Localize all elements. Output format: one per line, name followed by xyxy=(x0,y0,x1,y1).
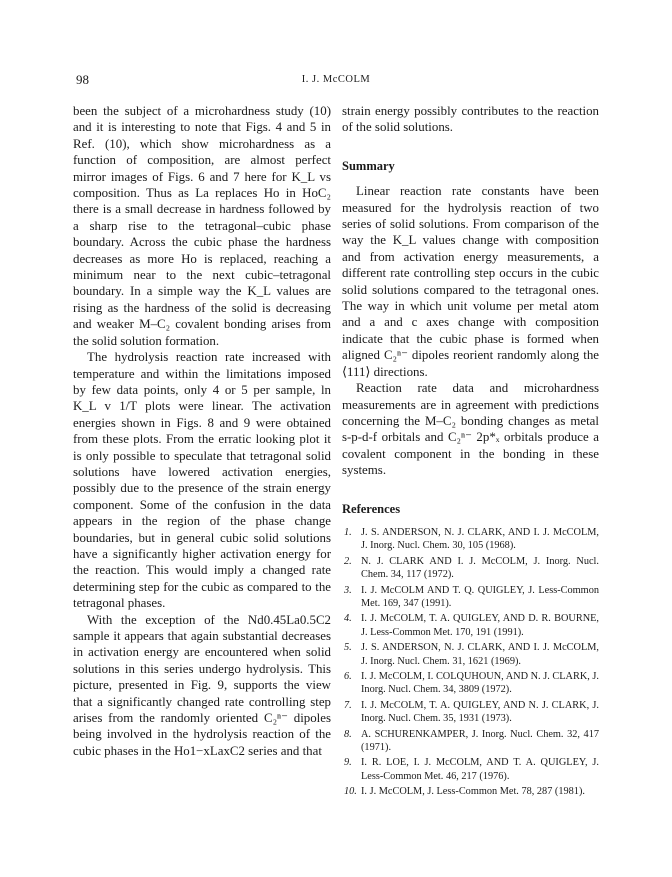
reference-text: I. J. McCOLM, T. A. QUIGLEY, AND N. J. CLARK, J. Inorg. Nucl. Chem. 35, 1931 (1973). xyxy=(361,699,599,725)
summary-paragraph: Reaction rate data and microhardness measurements are in agreement with predictions concerning the M–C₂ bonding changes as metal s-p-d-f orbitals and C₂ⁿ⁻ 2p*ₓ orbitals produce a covalent component in the bonding in these systems. xyxy=(342,381,599,478)
reference-item xyxy=(342,555,599,582)
reference-number: 7. xyxy=(344,699,352,711)
reference-text: I. J. McCOLM, I. COLQUHOUN, AND N. J. CLARK, J. Inorg. Nucl. Chem. 34, 3809 (1972). xyxy=(361,671,599,696)
reference-text: I. J. McCOLM, J. Less-Common Met. 78, 287 (1981). xyxy=(361,786,585,798)
summary-heading: Summary xyxy=(342,158,395,173)
reference-text: N. J. CLARK AND I. J. McCOLM, J. Inorg. Nucl. Chem. 34, 117 (1972). xyxy=(361,555,599,581)
right-column xyxy=(342,103,599,801)
reference-text: J. S. ANDERSON, N. J. CLARK, AND I. J. McCOLM, J. Inorg. Nucl. Chem. 30, 105 (1968). xyxy=(361,526,599,552)
reference-number: 5. xyxy=(344,642,352,654)
reference-item xyxy=(342,612,599,639)
reference-text: A. SCHURENKAMPER, J. Inorg. Nucl. Chem. 32, 417 (1971). xyxy=(361,728,599,754)
reference-text: I. J. McCOLM AND T. Q. QUIGLEY, J. Less-Common Met. 169, 347 (1991). xyxy=(361,584,599,609)
reference-number: 9. xyxy=(344,757,352,769)
reference-number: 1. xyxy=(344,526,352,538)
left-column xyxy=(73,103,331,759)
reference-text: J. S. ANDERSON, N. J. CLARK, AND I. J. McCOLM, J. Inorg. Nucl. Chem. 31, 1621 (1969). xyxy=(361,642,599,667)
page-number: 98 xyxy=(76,72,89,87)
reference-text: I. R. LOE, I. J. McCOLM, AND T. A. QUIGLEY, J. Less-Common Met. 46, 217 (1976). xyxy=(361,757,599,782)
references-heading: References xyxy=(342,501,401,516)
reference-number: 3. xyxy=(344,584,352,596)
reference-number: 4. xyxy=(344,613,352,625)
reference-item xyxy=(342,785,599,798)
reference-number: 2. xyxy=(344,555,352,567)
reference-number: 8. xyxy=(344,728,352,740)
body-paragraph: strain energy possibly contributes to the reaction of the solid solutions. xyxy=(342,104,599,135)
reference-item xyxy=(342,670,599,697)
reference-item xyxy=(342,584,599,611)
reference-item xyxy=(342,728,599,755)
reference-item xyxy=(342,641,599,668)
summary-paragraph: Linear reaction rate constants have been measured for the hydrolysis reaction of two series of solid solutions. From comparison of the way the K_L values change with composition and from activation energy measurements, a different rate controlling step occurs in the cubic solid solutions compared to the tetragonal ones. The way in which unit volume per metal atom and a and c axes change with composition indicate that the cubic phase is formed when aligned C₂ⁿ⁻ dipoles reorient randomly along the ⟨111⟩ directions. xyxy=(342,184,599,379)
body-paragraph: been the subject of a microhardness study (10) and it is interesting to note that Figs. 4 and 5 in Ref. (10), which show microhardness as a function of composition, are almost perfect mirror images of Figs. 6 and 7 here for K_L vs composition. Thus as La replaces Ho in HoC₂ there is a small decrease in hardness followed by a sharp rise to the tetragonal–cubic phase boundary. Across the cubic phase the hardness decreases as more Ho is replaced, reaching a minimum near to the next cubic–tetragonal boundary. In a simple way the K_L values are rising as the hardness of the solid is decreasing and weaker M–C₂ covalent bonding arises from the solid solution formation. xyxy=(73,104,331,348)
reference-number: 6. xyxy=(344,671,352,682)
body-paragraph: The hydrolysis reaction rate increased with temperature and within the limitations imposed by few data points, only 4 or 5 per sample, ln K_L v 1/T plots were linear. The activation energies shown in Figs. 8 and 9 were obtained from these plots. From the erratic looking plot it is only possible to speculate that tetragonal solid solutions have lowered activation energies, possibly due to the presence of the strain energy component. Some of the confusion in the data appears in the region of the phase change boundaries, but in general cubic solid solutions have a significantly higher activation energy for the reaction. This would imply a changed rate determining step for the cubic as compared to the tetragonal phases. xyxy=(73,350,331,611)
reference-item xyxy=(342,526,599,553)
reference-item xyxy=(342,699,599,726)
body-paragraph: With the exception of the Nd0.45La0.5C2 sample it appears that again substantial decreases in activation energy are encountered when solid solutions in this series undergo hydrolysis. This picture, presented in Fig. 9, supports the view that a significantly changed rate controlling step arises from the randomly oriented C₂ⁿ⁻ dipoles being involved in the hydrolysis reaction of the cubic phases in the Ho1−xLaxC2 series and that xyxy=(73,612,331,758)
running-head: I. J. McCOLM xyxy=(301,74,371,85)
reference-item xyxy=(342,756,599,783)
references-list xyxy=(342,526,599,799)
reference-number: 10. xyxy=(344,786,357,798)
reference-text: I. J. McCOLM, T. A. QUIGLEY, AND D. R. BOURNE, J. Less-Common Met. 170, 191 (1991). xyxy=(361,613,599,638)
